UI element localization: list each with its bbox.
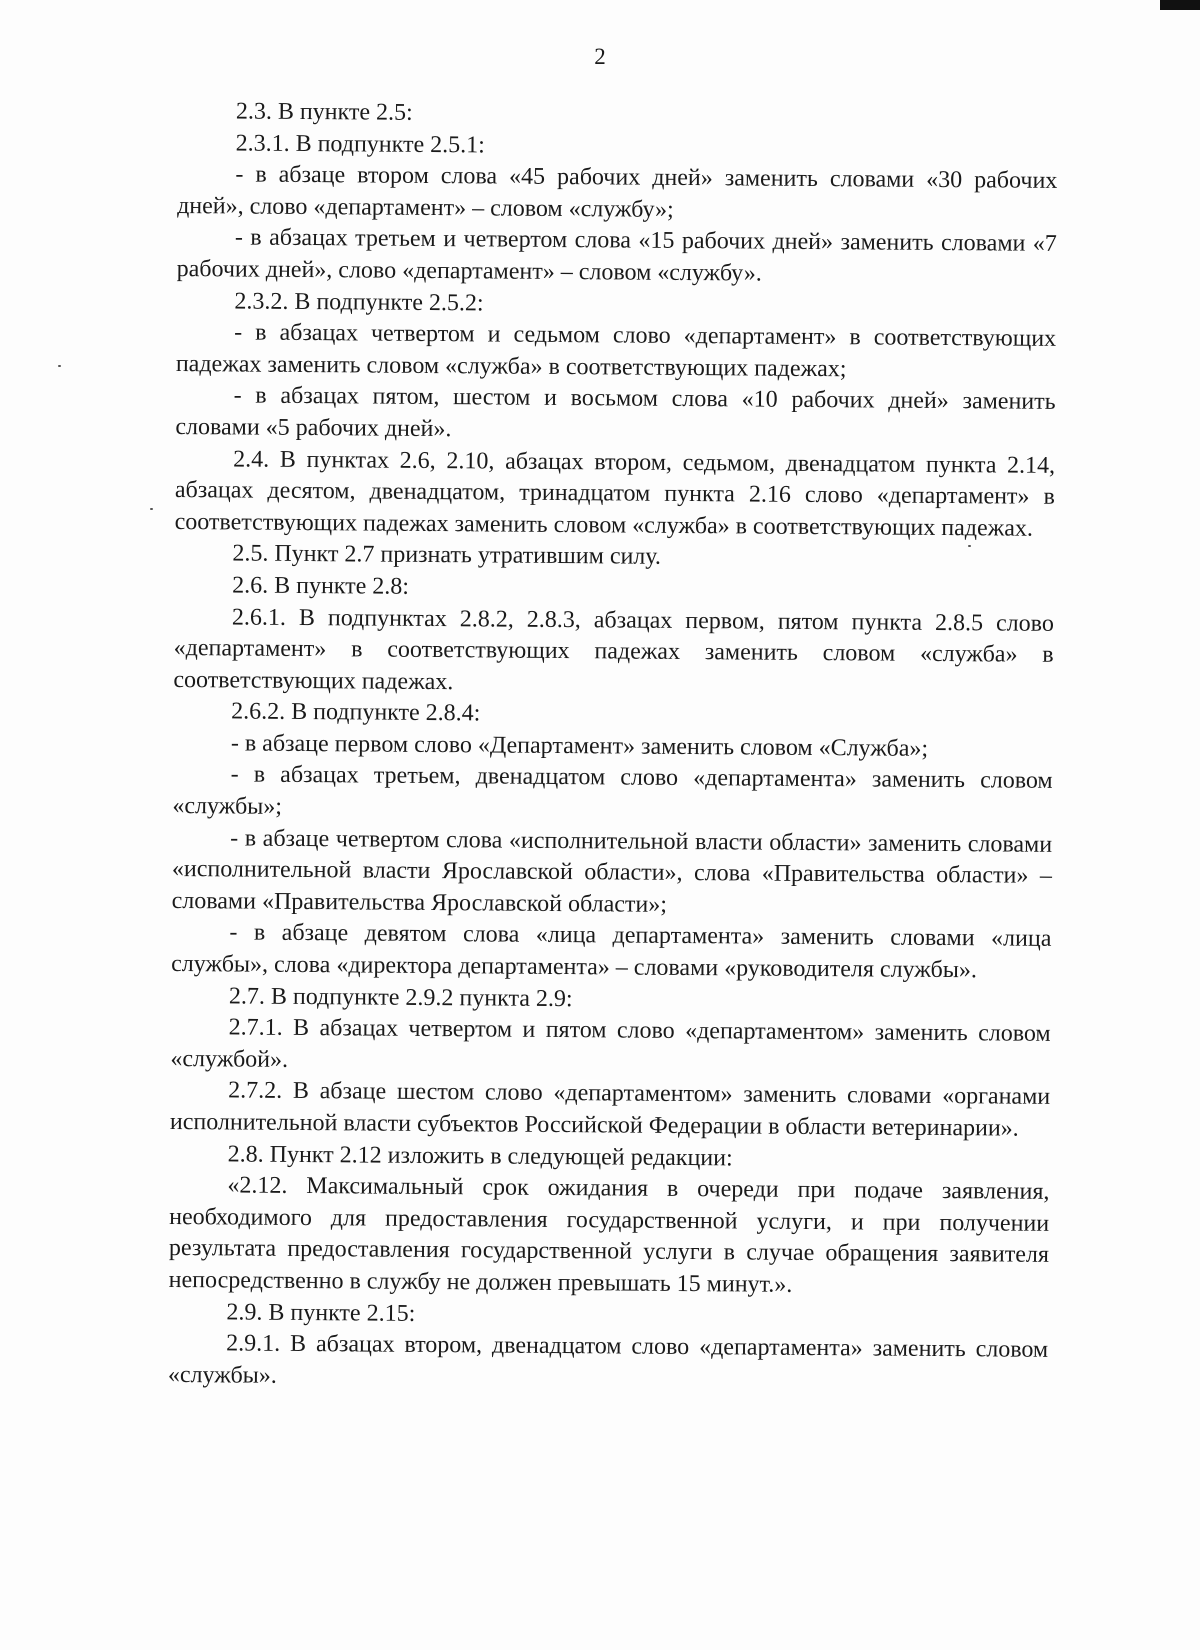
paragraph: - в абзацах третьем, двенадцатом слово «департамента» заменить словом «службы»; (172, 761, 1053, 820)
paragraph: 2.6.1. В подпунктах 2.8.2, 2.8.3, абзацах первом, пятом пункта 2.8.5 слово «департамент» в соответствующих падежах заменить словом «служба» в соответствующих падежах. (173, 603, 1054, 695)
scan-corner-mark (1160, 0, 1200, 10)
paragraph: 2.7. В подпункте 2.9.2 пункта 2.9: (228, 983, 573, 1012)
paragraph: 2.9.1. В абзацах втором, двенадцатом слово «департамента» заменить словом «службы». (167, 1330, 1049, 1389)
paragraph: 2.3.2. В подпункте 2.5.2: (234, 288, 484, 316)
scan-speck (58, 365, 61, 367)
paragraph: - в абзаце первом слово «Департамент» заменить словом «Служба»; (230, 730, 929, 762)
paragraph: 2.8. Пункт 2.12 изложить в следующей редакции: (227, 1141, 733, 1171)
document-body (168, 96, 1058, 1398)
paragraph: 2.3. В пункте 2.5: (235, 98, 413, 126)
paragraph: 2.5. Пункт 2.7 признать утратившим силу. (232, 540, 662, 571)
paragraph: 2.7.1. В абзацах четвертом и пятом слово «департаментом» заменить словом «службой». (170, 1014, 1051, 1073)
scan-speck (150, 508, 153, 510)
paragraph: 2.3.1. В подпункте 2.5.1: (235, 130, 485, 159)
paragraph: 2.4. В пунктах 2.6, 2.10, абзацах втором, седьмом, двенадцатом пункта 2.14, абзацах десятом, двенадцатом, тринадцатом пункта 2.16 слово «департамент» в соответствующих падежах заменить словом «служба» в соответствующих падежах. (174, 445, 1056, 542)
paragraph: - в абзаце четвертом слова «исполнительной власти области» заменить словами «исполнительной власти Ярославской области», слова «Правительства области» – словами «Правительства Ярославской области»; (171, 825, 1053, 918)
paragraph: - в абзацах третьем и четвертом слова «15 рабочих дней» заменить словами «7 рабочих дней», слово «департамент» – словом «службу». (176, 224, 1057, 287)
paragraph: «2.12. Максимальный срок ожидания в очереди при подаче заявления, необходимого для предоставления государственной услуги, и при получении результата предоставления государственной услуги в случае обращения заявителя непосредственно в службу не должен превышать 15 минут.». (168, 1172, 1050, 1298)
paragraph: 2.9. В пункте 2.15: (226, 1298, 416, 1327)
paragraph: 2.6. В пункте 2.8: (232, 572, 410, 600)
paragraph: - в абзаце втором слова «45 рабочих дней» заменить словами «30 рабочих дней», слово «департамент» – словом «службу»; (177, 161, 1058, 223)
page-number: 2 (594, 44, 606, 69)
paragraph: 2.6.2. В подпункте 2.8.4: (231, 698, 481, 727)
paragraph: - в абзацах четвертом и седьмом слово «департамент» в соответствующих падежах заменить словом «служба» в соответствующих падежах; (175, 319, 1057, 383)
paragraph: - в абзаце девятом слова «лица департамента» заменить словами «лица службы», слова «директора департамента» – словами «руководителя службы». (171, 919, 1052, 984)
paragraph: 2.7.2. В абзаце шестом слово «департаментом» заменить словами «органами исполнительной власти субъектов Российской Федерации в области ветеринарии». (169, 1077, 1051, 1142)
paragraph: - в абзацах пятом, шестом и восьмом слова «10 рабочих дней» заменить словами «5 рабочих дней». (175, 382, 1056, 443)
